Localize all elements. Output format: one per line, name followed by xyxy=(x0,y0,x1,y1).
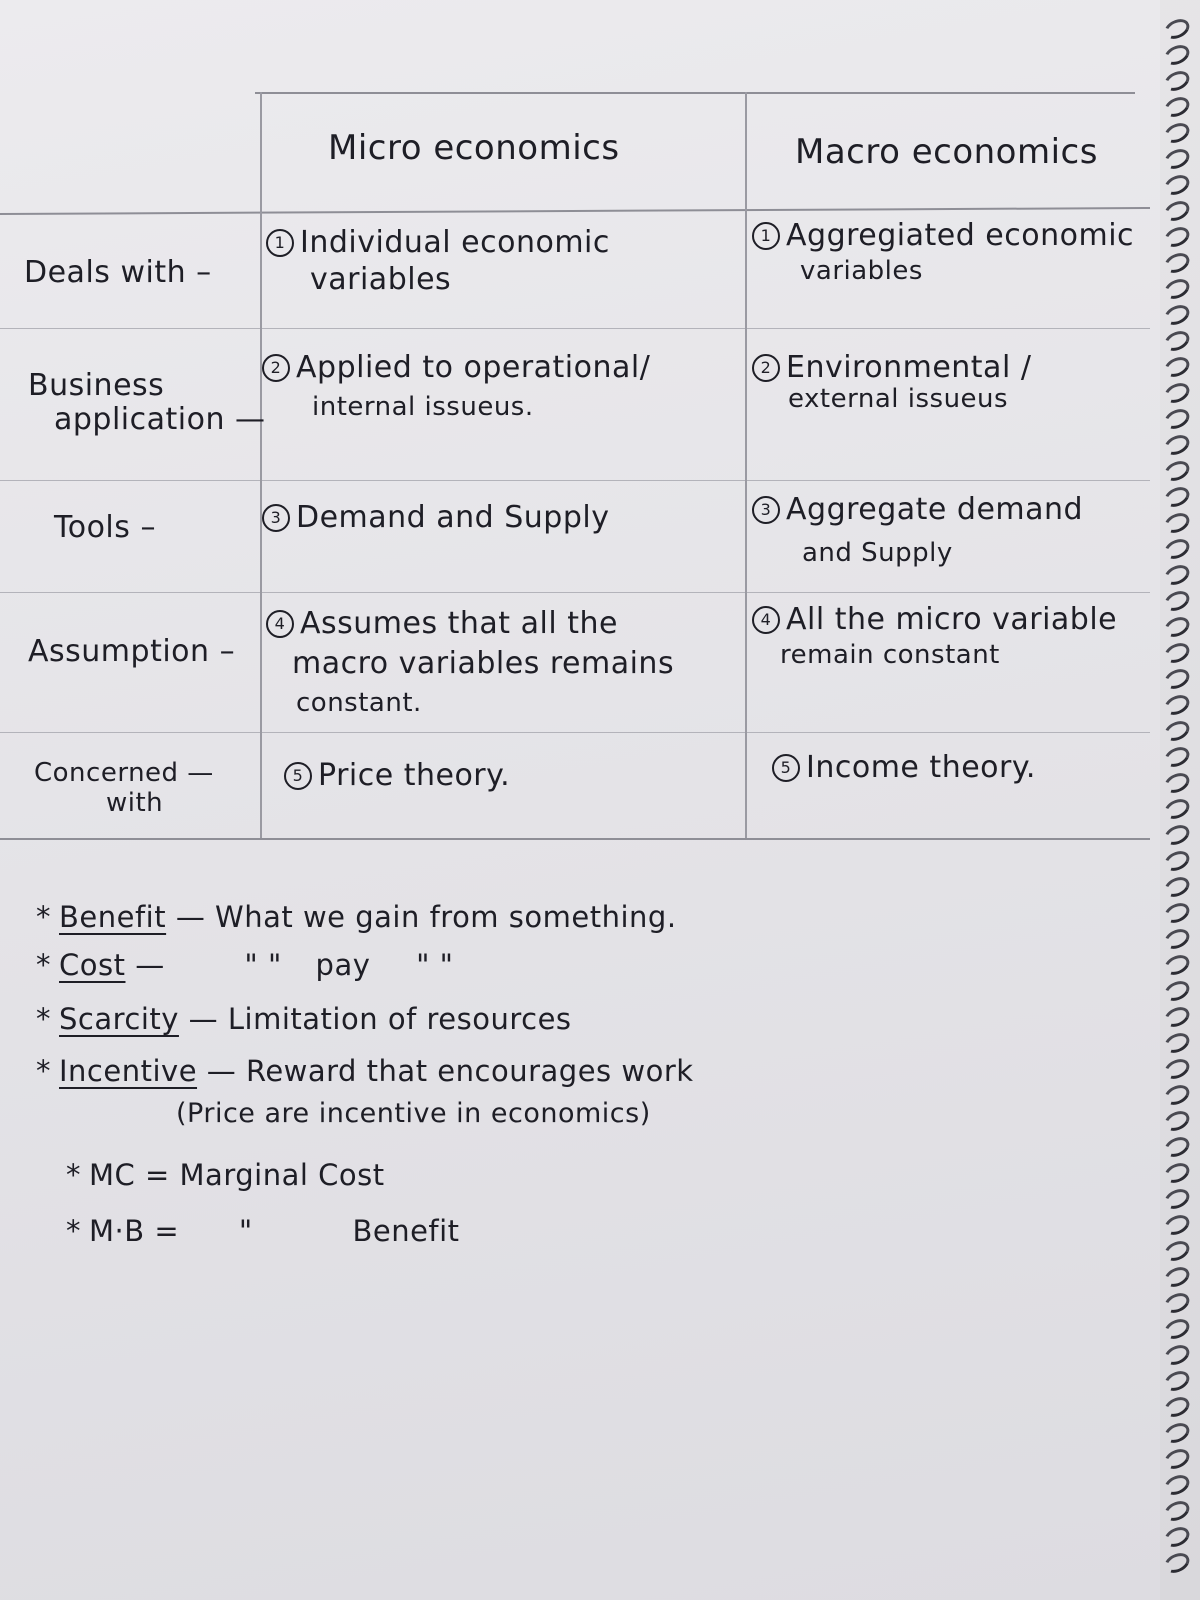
spiral-ring xyxy=(1161,301,1192,328)
spiral-ring xyxy=(1161,509,1192,536)
micro-business-application: 2 Applied to operational/ xyxy=(262,350,650,385)
table-bottom-border xyxy=(0,838,1150,840)
spiral-ring xyxy=(1161,1003,1192,1030)
number-marker: 1 xyxy=(266,229,294,257)
number-marker: 1 xyxy=(752,222,780,250)
number-marker: 5 xyxy=(772,754,800,782)
number-marker: 2 xyxy=(262,354,290,382)
spiral-ring xyxy=(1161,483,1192,510)
macro-assumption-line2: remain constant xyxy=(780,640,1000,670)
spiral-ring xyxy=(1161,41,1192,68)
macro-business-application: 2 Environmental / xyxy=(752,350,1031,385)
row-label-concerned: Concerned — xyxy=(34,758,214,788)
note-mb: * M·B = " Benefit xyxy=(66,1214,460,1248)
row-label-deals-with: Deals with – xyxy=(24,255,212,290)
spiral-ring xyxy=(1161,1549,1192,1576)
number-marker: 2 xyxy=(752,354,780,382)
spiral-ring xyxy=(1161,1107,1192,1134)
spiral-ring xyxy=(1161,223,1192,250)
spiral-ring xyxy=(1161,405,1192,432)
spiral-ring xyxy=(1161,951,1192,978)
macro-deals-with: 1 Aggregiated economic xyxy=(752,218,1134,253)
micro-concerned-with: 5 Price theory. xyxy=(284,758,510,793)
row-label-with: with xyxy=(106,788,164,818)
spiral-ring xyxy=(1161,561,1192,588)
spiral-ring xyxy=(1161,535,1192,562)
number-marker: 4 xyxy=(266,610,294,638)
spiral-ring xyxy=(1161,613,1192,640)
micro-business-application-line2: internal issueus. xyxy=(312,392,534,422)
spiral-ring xyxy=(1161,197,1192,224)
spiral-ring xyxy=(1161,379,1192,406)
note-scarcity: * Scarcity — Limitation of resources xyxy=(36,1002,572,1036)
micro-tools: 3 Demand and Supply xyxy=(262,500,609,535)
spiral-ring xyxy=(1161,1211,1192,1238)
table-top-border xyxy=(255,92,1135,94)
number-marker: 4 xyxy=(752,606,780,634)
spiral-ring xyxy=(1161,1419,1192,1446)
spiral-ring xyxy=(1161,1523,1192,1550)
spiral-ring xyxy=(1161,15,1192,42)
macro-assumption: 4 All the micro variable xyxy=(752,602,1117,637)
spiral-binding xyxy=(1162,20,1198,1600)
spiral-ring xyxy=(1161,145,1192,172)
note-cost: * Cost — " " pay " " xyxy=(36,948,454,982)
note-mc: * MC = Marginal Cost xyxy=(66,1158,385,1192)
row-divider-4 xyxy=(0,732,1150,733)
spiral-ring xyxy=(1161,665,1192,692)
spiral-ring xyxy=(1161,67,1192,94)
spiral-ring xyxy=(1161,93,1192,120)
spiral-ring xyxy=(1161,431,1192,458)
spiral-ring xyxy=(1161,1081,1192,1108)
spiral-ring xyxy=(1161,1445,1192,1472)
row-divider-3 xyxy=(0,592,1150,593)
spiral-ring xyxy=(1161,1393,1192,1420)
spiral-ring xyxy=(1161,1133,1192,1160)
spiral-ring xyxy=(1161,717,1192,744)
spiral-ring xyxy=(1161,691,1192,718)
micro-deals-with: 1 Individual economic xyxy=(266,225,610,260)
spiral-ring xyxy=(1161,847,1192,874)
micro-assumption-line3: constant. xyxy=(296,688,422,718)
spiral-ring xyxy=(1161,639,1192,666)
row-label-assumption: Assumption – xyxy=(28,634,236,669)
spiral-ring xyxy=(1161,1237,1192,1264)
micro-header: Micro economics xyxy=(328,128,620,168)
spiral-ring xyxy=(1161,119,1192,146)
row-divider-2 xyxy=(0,480,1150,481)
spiral-ring xyxy=(1161,899,1192,926)
micro-macro-divider xyxy=(745,92,747,838)
header-divider xyxy=(0,207,1150,215)
micro-assumption: 4 Assumes that all the xyxy=(266,606,618,641)
micro-deals-with-line2: variables xyxy=(310,262,452,297)
spiral-ring xyxy=(1161,873,1192,900)
spiral-ring xyxy=(1161,1497,1192,1524)
spiral-ring xyxy=(1161,769,1192,796)
note-benefit: * Benefit — What we gain from something. xyxy=(36,900,677,934)
number-marker: 3 xyxy=(262,504,290,532)
spiral-ring xyxy=(1161,795,1192,822)
spiral-ring xyxy=(1161,925,1192,952)
note-incentive-aside: (Price are incentive in economics) xyxy=(176,1098,651,1129)
macro-concerned-with: 5 Income theory. xyxy=(772,750,1036,785)
macro-deals-with-line2: variables xyxy=(800,256,923,286)
macro-header: Macro economics xyxy=(795,132,1098,172)
spiral-ring xyxy=(1161,171,1192,198)
spiral-ring xyxy=(1161,743,1192,770)
spiral-ring xyxy=(1161,353,1192,380)
spiral-ring xyxy=(1161,977,1192,1004)
spiral-ring xyxy=(1161,1289,1192,1316)
spiral-ring xyxy=(1161,457,1192,484)
spiral-ring xyxy=(1161,1263,1192,1290)
label-column-border xyxy=(260,92,262,838)
spiral-ring xyxy=(1161,1315,1192,1342)
number-marker: 3 xyxy=(752,496,780,524)
spiral-ring xyxy=(1161,1029,1192,1056)
row-divider-1 xyxy=(0,328,1150,329)
spiral-ring xyxy=(1161,1159,1192,1186)
micro-assumption-line2: macro variables remains xyxy=(292,646,675,681)
row-label-application: application — xyxy=(54,402,266,437)
note-incentive: * Incentive — Reward that encourages work xyxy=(36,1054,694,1088)
spiral-ring xyxy=(1161,587,1192,614)
spiral-ring xyxy=(1161,1471,1192,1498)
row-label-business: Business xyxy=(28,368,165,403)
spiral-ring xyxy=(1161,1341,1192,1368)
row-label-tools: Tools – xyxy=(54,510,156,545)
spiral-ring xyxy=(1161,1185,1192,1212)
macro-tools-line2: and Supply xyxy=(802,538,953,568)
macro-business-application-line2: external issueus xyxy=(788,384,1009,414)
spiral-ring xyxy=(1161,821,1192,848)
spiral-ring xyxy=(1161,1367,1192,1394)
spiral-ring xyxy=(1161,275,1192,302)
macro-tools: 3 Aggregate demand xyxy=(752,492,1083,527)
spiral-ring xyxy=(1161,327,1192,354)
spiral-ring xyxy=(1161,1055,1192,1082)
spiral-ring xyxy=(1161,249,1192,276)
number-marker: 5 xyxy=(284,762,312,790)
